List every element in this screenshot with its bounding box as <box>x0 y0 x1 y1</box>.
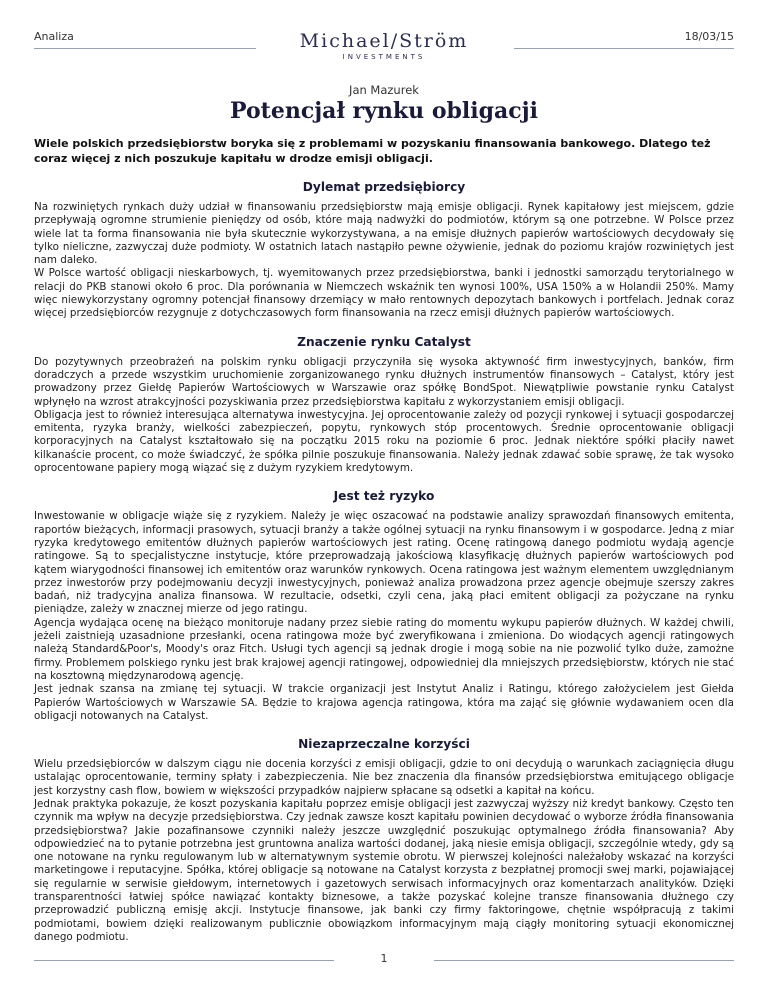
paragraph: Obligacja jest to również interesująca alternatywa inwestycyjna. Jej oprocentowanie zależy od pozycji rynkowej i sytuacji gospodarczej emitenta, ryzyka branży, wielkości zabezpieczeń, popytu, rynkowych stóp procentowych. Średnie oprocentowanie obligacji korporacyjnych na Catalyst kształtowało się na początku 2015 roku na poziomie 6 proc. Jednak niektóre spółki płaciły nawet kilkanaście procent, co może świadczyć, że spółka pilnie poszukuje finansowania. Należy jednak zdawać sobie sprawę, że tak wysoko oprocentowane papiery mogą wiązać się z dużym ryzykiem kredytowym. <box>34 408 734 475</box>
paragraph: W Polsce wartość obligacji nieskarbowych, tj. wyemitowanych przez przedsiębiorstwa, banki i jednostki samorządu terytorialnego w relacji do PKB stanowi około 6 proc. Dla porównania w Niemczech wskaźnik ten wynosi 100%, USA 150% a w Holandii 250%. Mamy więc niewykorzystany ogromny potencjał finansowy drzemiący w mało rentownych depozytach bankowych i portfelach. Jednak coraz więcej przedsiębiorców rezygnuje z dotychczasowych form finansowania na rzecz emisji dłużnych papierów wartościowych. <box>34 267 734 320</box>
page-footer <box>0 940 768 994</box>
section-heading: Dylemat przedsiębiorcy <box>302 180 466 194</box>
company-logo <box>0 30 768 61</box>
footer-divider-right <box>434 960 734 961</box>
section-body <box>34 201 734 321</box>
paragraph: Inwestowanie w obligacje wiąże się z ryzykiem. Należy je więc oszacować na podstawie analizy sprawozdań finansowych emitenta, raportów bieżących, informacji prasowych, sytuacji branży a także ogólnej sytuacji na rynku finansowym i w gospodarce. Jedną z miar ryzyka kredytowego emitentów dłużnych papierów wartościowych jest rating. Ocenę ratingową danego podmiotu wydają agencje ratingowe. Są to specjalistyczne instytucje, które przeprowadzają jakościową klasyfikację dłużnych papierów wartościowych pod kątem wiarygodności finansowej ich emitentów oraz warunków rynkowych. Ocena ratingowa jest ważnym elementem uwzględnianym przez inwestorów przy podejmowaniu decyzji inwestycyjnych, ponieważ analiza prowadzona przez agencje obejmuje szerszy zakres badań, niż tradycyjna analiza finansowa. W rezultacie, odsetki, czyli cena, jaką płaci emitent obligacji za pożyczane na rynku pieniądze, zależy w znacznej mierze od jego ratingu. <box>34 510 734 616</box>
section-label: Analiza <box>34 30 74 43</box>
article-title: Potencjał rynku obligacji <box>230 98 538 124</box>
section-body <box>34 510 734 723</box>
section-body <box>34 758 734 944</box>
document-date: 18/03/15 <box>684 30 734 43</box>
section-heading: Jest też ryzyko <box>333 489 435 504</box>
article-lead: Wiele polskich przedsiębiorstw boryka się z problemami w pozyskaniu finansowania bankowego. Dlatego też coraz więcej z nich poszukuje kapitału w drodze emisji obligacji. <box>34 137 711 165</box>
header-divider-right <box>514 48 734 49</box>
logo-wordmark: Michael/Ström <box>299 30 469 52</box>
article-author: Jan Mazurek <box>349 83 419 97</box>
page-number: 1 <box>380 952 388 965</box>
paragraph: Wielu przedsiębiorców w dalszym ciągu nie docenia korzyści z emisji obligacji, gdzie to oni decydują o warunkach zaciągnięcia długu ustalając oprocentowanie, terminy spłaty i zabezpieczenia. Nie bez znaczenia dla finansów przedsiębiorstwa emitującego obligacje jest korzystny cash flow, bowiem w większości przypadków najpierw spłacane są odsetki a kapitał na końcu. <box>34 758 734 797</box>
page-header <box>0 0 768 70</box>
logo-subtitle: INVESTMENTS <box>342 53 426 61</box>
paragraph: Jest jednak szansa na zmianę tej sytuacji. W trakcie organizacji jest Instytut Analiz i Ratingu, którego założycielem jest Giełda Papierów Wartościowych w Warszawie SA. Będzie to krajowa agencja ratingowa, która ma zająć się głównie wydawaniem ocen dla obligacji notowanych na Catalyst. <box>34 683 734 722</box>
paragraph: Jednak praktyka pokazuje, że koszt pozyskania kapitału poprzez emisje obligacji jest zazwyczaj wyższy niż kredyt bankowy. Często ten czynnik ma wpływ na decyzje przedsiębiorstwa. Czy jednak zawsze koszt kapitału powinien decydować o wyborze źródła finansowania przedsiębiorstwa? Jakie pozafinansowe czynniki należy jeszcze uwzględnić poszukując optymalnego źródła finansowania? Aby odpowiedzieć na to pytanie potrzebna jest gruntowna analiza wartości dodanej, jaką niesie emisja obligacji, szczególnie wtedy, gdy są one notowane na rynku regulowanym lub w alternatywnym systemie obrotu. W pierwszej kolejności należałoby wskazać na korzyści marketingowe i reputacyjne. Spółka, której obligacje są notowane na Catalyst korzysta z bezpłatnej promocji swej marki, pojawiającej się regularnie w serwisie giełdowym, internetowych i gazetowych serwisach informacyjnych oraz komentarzach analityków. Dzięki transparentności łatwiej spółce nawiązać kontakty biznesowe, a także pozyskać kolejne transze finansowania dłużnego czy przeprowadzić publiczną emisję akcji. Instytucje finansowe, jak banki czy firmy faktoringowe, chętnie współpracują z takimi podmiotami, bowiem dzięki realizowanym publicznie obowiązkom informacyjnym mają ciągły monitoring sytuacji ekonomicznej danego podmiotu. <box>34 797 734 943</box>
section-heading: Znaczenie rynku Catalyst <box>297 334 471 349</box>
paragraph: Agencja wydająca ocenę na bieżąco monitoruje nadany przez siebie rating do momentu wykupu papierów dłużnych. W każdej chwili, jeżeli zaistnieją uzasadnione przesłanki, ocena ratingowa może być zweryfikowana i zmieniona. Do wiodących agencji ratingowych należą Standard&Poor's, Moody's oraz Fitch. Usługi tych agencji są jednak drogie i mogą sobie na nie pozwolić tylko duże, zamożne firmy. Problemem polskiego rynku jest brak krajowej agencji ratingowej, odpowiedniej dla mniejszych przedsiębiorstw, których nie stać na kosztowną międzynarodową agencję. <box>34 616 734 682</box>
section-body <box>34 356 734 476</box>
section-heading: Niezaprzeczalne korzyści <box>298 737 470 752</box>
paragraph: Na rozwiniętych rynkach duży udział w finansowaniu przedsiębiorstw mają emisje obligacji. Rynek kapitałowy jest miejscem, gdzie przepływają ogromne strumienie pieniędzy od osób, które mają nadwyżki do podmiotów, którym są one potrzebne. W Polsce przez wiele lat ta forma finansowania nie była skutecznie wykorzystywana, a na emisje dłużnych papierów wartościowych decydowały się tylko nieliczne, zazwyczaj duże podmioty. W ostatnich latach nastąpiło pewne ożywienie, jednak do poziomu krajów rozwiniętych jest nam daleko. <box>34 201 734 267</box>
article-body <box>34 133 734 944</box>
paragraph: Do pozytywnych przeobrażeń na polskim rynku obligacji przyczyniła się wysoka aktywność firm inwestycyjnych, banków, firm doradczych a przede wszystkim uruchomienie zorganizowanego rynku dłużnych instrumentów finansowych – Catalyst, który jest prowadzony przez Giełdę Papierów Wartościowych w Warszawie oraz spółkę BondSpot. Niewątpliwie powstanie rynku Catalyst wpłynęło na wzrost atrakcyjności pozyskiwania przez przedsiębiorstwa kapitału z wykorzystaniem emisji obligacji. <box>34 355 734 408</box>
